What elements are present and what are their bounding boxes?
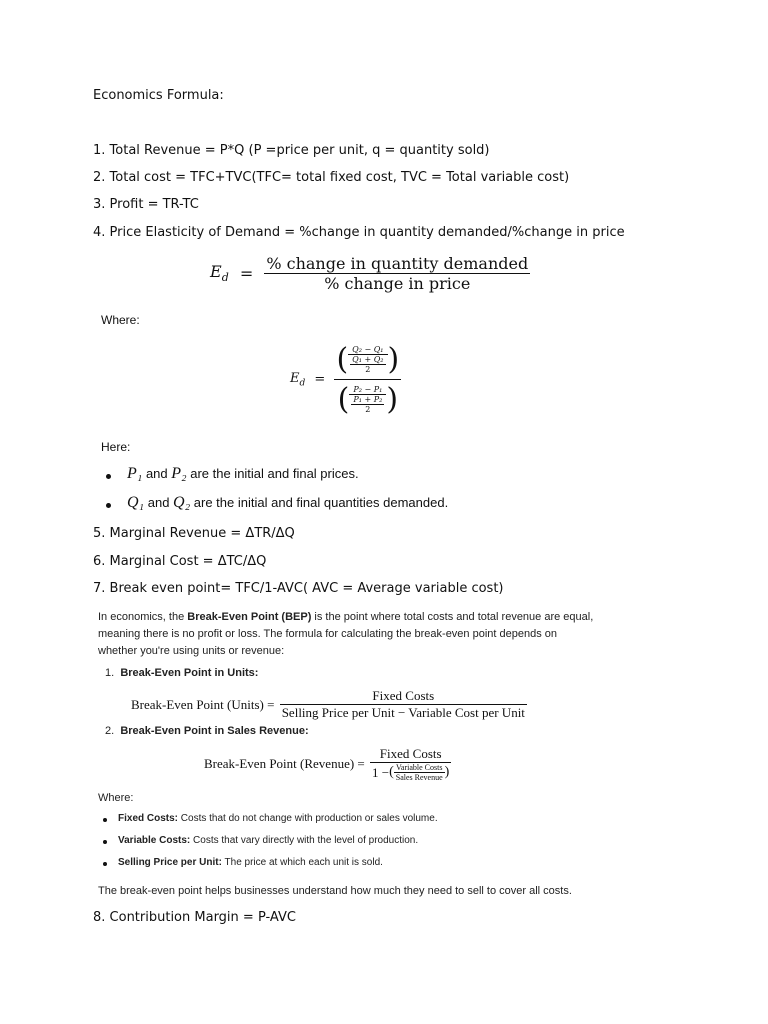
bep-intro-line1: In economics, the Break-Even Point (BEP) is the point where total costs and total revenue are equal, [98,611,594,623]
bep-intro-line3: whether you're using units or revenue: [98,645,285,657]
bep-def-selling-price: Selling Price per Unit: The price at which each unit is sold. [118,857,383,868]
formula-price-elasticity: 4. Price Elasticity of Demand = %change in quantity demanded/%change in price [93,225,625,240]
formula-marginal-cost: 6. Marginal Cost = ΔTC/ΔQ [93,554,267,569]
formula-profit: 3. Profit = TR-TC [93,197,199,212]
ped-equals: = [239,264,254,283]
bep-revenue-formula [204,746,451,782]
ped-where-label: Where: [101,313,140,327]
midpoint-numerator: ( $\frac{\text{Q₂ − Q₁}}{\frac{\text{Q₁ + Q₂}}{2}}$ ) [336,342,400,377]
ped-lhs: $E_d$ [210,262,229,285]
bep-units-denominator: Selling Price per Unit − Variable Cost per Unit [281,705,525,720]
ped-denominator: % change in price [264,273,530,293]
bep-revenue-heading: 2. Break-Even Point in Sales Revenue: [105,725,309,737]
bep-revenue-fraction [370,746,451,782]
midpoint-lhs: $E_d$ [290,370,306,389]
bep-revenue-denominator: 1 −( $\frac{\text{Variable Costs}}{\text{Sales Revenue}}$ ) [372,763,450,782]
bep-units-fraction [280,688,527,721]
midpoint-denominator: ( $\frac{\text{P₂ − P₁}}{\frac{\text{P₁ + P₂}}{2}}$ ) [334,379,401,417]
bullet-dot [106,474,111,479]
page-title: Economics Formula: [93,88,224,103]
bullet-dot [106,503,111,508]
ped-fraction [264,254,530,293]
q-change: Q₂ − Q₁ [352,345,384,354]
bep-intro-line2: meaning there is no profit or loss. The formula for calculating the break-even point depends on [98,628,558,640]
formula-total-cost: 2. Total cost = TFC+TVC(TFC= total fixed cost, TVC = Total variable cost) [93,170,570,185]
ped-numerator: % change in quantity demanded [266,254,529,273]
formula-marginal-revenue: 5. Marginal Revenue = ΔTR/ΔQ [93,526,295,541]
bep-def-variable-costs: Variable Costs: Costs that vary directly with the level of production. [118,835,419,846]
bep-where-label: Where: [98,792,134,804]
formula-total-revenue: 1. Total Revenue = P*Q (P =price per unit, q = quantity sold) [93,143,490,158]
bep-units-heading: 1. Break-Even Point in Units: [105,667,259,679]
ped-here-label: Here: [101,440,131,454]
bep-revenue-lhs: Break-Even Point (Revenue) = [204,756,365,771]
ped-formula [210,254,530,293]
bep-def-fixed-costs: Fixed Costs: Costs that do not change with production or sales volume. [118,813,438,824]
bep-units-numerator: Fixed Costs [372,688,435,703]
bullet-dot [103,862,107,866]
ped-bullet-prices: P₁ and P₂ are the initial and final prices. [127,465,359,482]
midpoint-fraction [334,342,401,417]
midpoint-equals: = [314,372,326,387]
bep-units-formula [131,688,527,721]
q-average: $\frac{\text{Q₁ + Q₂}}{2}$ [348,354,387,374]
midpoint-formula [290,342,401,417]
formula-contribution-margin: 8. Contribution Margin = P-AVC [93,910,296,925]
bullet-dot [103,840,107,844]
p-average: $\frac{\text{P₁ + P₂}}{2}$ [349,394,386,414]
p-change: P₂ − P₁ [353,385,383,394]
formula-break-even: 7. Break even point= TFC/1-AVC( AVC = Average variable cost) [93,581,504,596]
ped-bullet-quantities: Q₁ and Q₂ are the initial and final quantities demanded. [127,494,449,511]
bep-units-lhs: Break-Even Point (Units) = [131,696,275,712]
bep-outro: The break-even point helps businesses understand how much they need to sell to cover all costs. [98,885,572,897]
bullet-dot [103,818,107,822]
bep-revenue-numerator: Fixed Costs [379,746,442,761]
